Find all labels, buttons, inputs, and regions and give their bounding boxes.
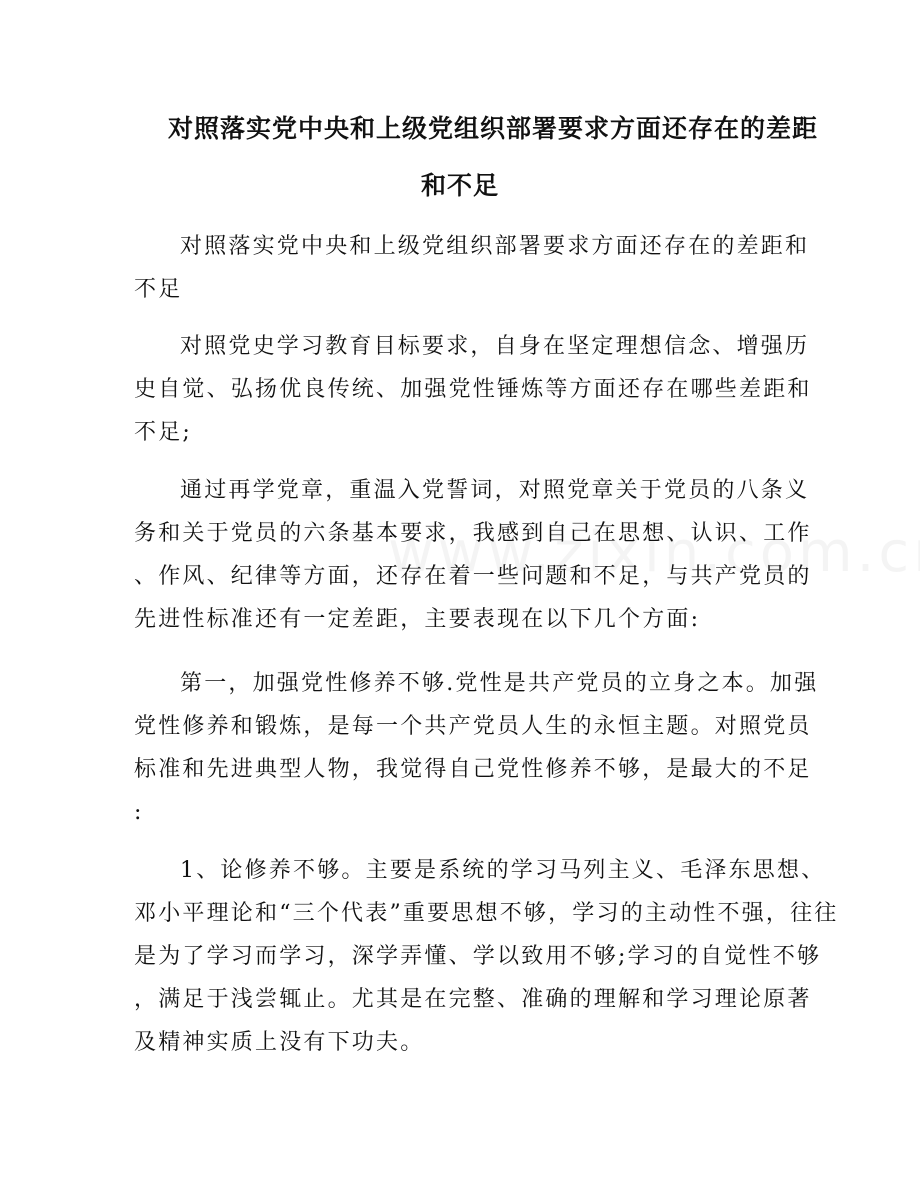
paragraph-line: 史自觉、弘扬优良传统、加强党性锤炼等方面还存在哪些差距和 [134,377,812,402]
document-title-line-2: 和不足 [420,171,499,200]
paragraph-line: 邓小平理论和“三个代表”重要思想不够，学习的主动性不强，往往 [134,901,839,926]
paragraph-line: 及精神实质上没有下功夫。 [134,1030,425,1055]
paragraph-3 [134,469,812,641]
paragraph-line: 第一，加强党性修养不够.党性是共产党员的立身之本。加强 [180,671,819,696]
paragraph-line: 不足 [134,277,183,302]
paragraph-line: 对照落实党中央和上级党组织部署要求方面还存在的差距和 [180,234,810,259]
paragraph-line: 是为了学习而学习，深学弄懂、学以致用不够;学习的自觉性不够 [134,944,822,969]
paragraph-line: 对照党史学习教育目标要求，自身在坚定理想信念、增强历 [180,334,810,359]
paragraph-line: : [134,800,144,825]
paragraph-line: 、作风、纪律等方面，还存在着一些问题和不足，与共产党员的 [134,564,812,589]
paragraph-1 [134,225,810,311]
document-title-line-1: 对照落实党中央和上级党组织部署要求方面还存在的差距 [168,114,819,143]
paragraph-5 [134,849,839,1064]
paragraph-2 [134,325,812,454]
paragraph-4 [134,662,819,834]
paragraph-line: 标准和先进典型人物，我觉得自己党性修养不够，是最大的不足 [134,757,812,782]
paragraph-line: 党性修养和锻炼，是每一个共产党员人生的永恒主题。对照党员 [134,714,812,739]
paragraph-line: 通过再学党章，重温入党誓词，对照党章关于党员的八条义 [180,478,810,503]
paragraph-line: ，满足于浅尝辄止。尤其是在完整、准确的理解和学习理论原著 [134,987,812,1012]
paragraph-line: 1、论修养不够。主要是系统的学习马列主义、毛泽东思想、 [180,858,826,883]
paragraph-line: 先进性标准还有一定差距，主要表现在以下几个方面: [134,607,701,632]
paragraph-line: 不足; [134,420,193,445]
paragraph-line: 务和关于党员的六条基本要求，我感到自己在思想、认识、工作 [134,521,812,546]
